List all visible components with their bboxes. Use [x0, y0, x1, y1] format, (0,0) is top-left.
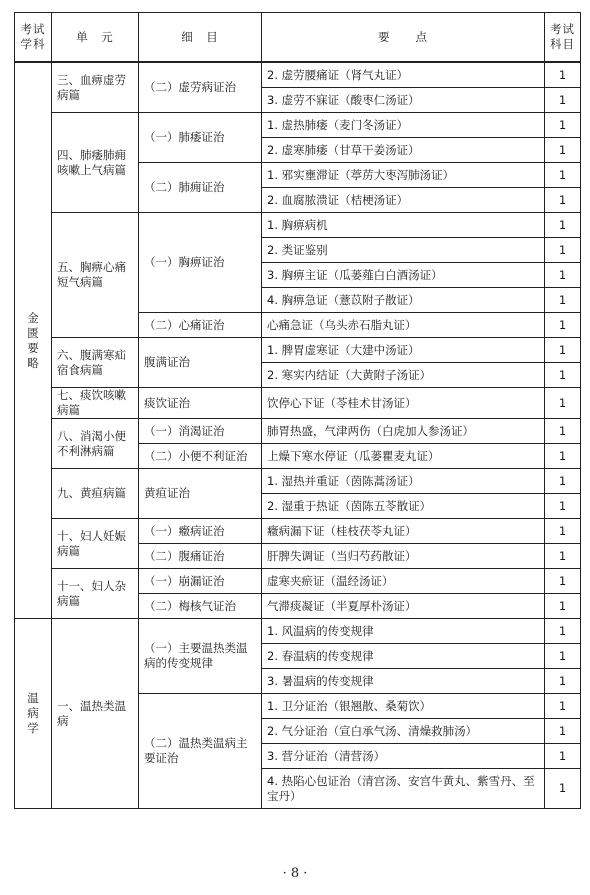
point-cell: 气滞痰凝证（半夏厚朴汤证）	[262, 594, 545, 619]
detail-cell: 黄疸证治	[139, 469, 262, 519]
count-cell: 1	[545, 213, 581, 238]
count-cell: 1	[545, 138, 581, 163]
count-cell: 1	[545, 163, 581, 188]
count-cell: 1	[545, 88, 581, 113]
point-cell: 2. 气分证治（宣白承气汤、清燥救肺汤）	[262, 719, 545, 744]
table-row	[15, 519, 581, 544]
unit-cell: 一、温热类温病	[52, 619, 139, 809]
unit-cell: 五、胸痹心痛短气病篇	[52, 213, 139, 338]
detail-cell: （二）心痛证治	[139, 313, 262, 338]
detail-cell: （一）胸痹证治	[139, 213, 262, 313]
count-cell: 1	[545, 744, 581, 769]
subject-cell: 温病学	[15, 619, 52, 809]
header-subject: 考试学科	[15, 13, 52, 63]
detail-cell: （二）梅核气证治	[139, 594, 262, 619]
count-cell: 1	[545, 519, 581, 544]
count-cell: 1	[545, 669, 581, 694]
point-cell: 肝脾失调证（当归芍药散证）	[262, 544, 545, 569]
point-cell: 癥病漏下证（桂枝茯苓丸证）	[262, 519, 545, 544]
unit-cell: 四、肺痿肺痈咳嗽上气病篇	[52, 113, 139, 213]
count-cell: 1	[545, 363, 581, 388]
table-row	[15, 113, 581, 138]
table-row	[15, 213, 581, 238]
unit-cell: 七、痰饮咳嗽病篇	[52, 388, 139, 419]
point-cell: 2. 虚劳腰痛证（肾气丸证）	[262, 62, 545, 88]
point-cell: 2. 血腐脓溃证（桔梗汤证）	[262, 188, 545, 213]
count-cell: 1	[545, 419, 581, 444]
detail-cell: 痰饮证治	[139, 388, 262, 419]
detail-cell: （一）主要温热类温病的传变规律	[139, 619, 262, 694]
count-cell: 1	[545, 113, 581, 138]
unit-cell: 十一、妇人杂病篇	[52, 569, 139, 619]
table-header-row	[15, 13, 581, 63]
table-body	[15, 62, 581, 809]
table-row	[15, 419, 581, 444]
unit-cell: 八、消渴小便不利淋病篇	[52, 419, 139, 469]
count-cell: 1	[545, 544, 581, 569]
point-cell: 2. 湿重于热证（茵陈五苓散证）	[262, 494, 545, 519]
point-cell: 心痛急证（乌头赤石脂丸证）	[262, 313, 545, 338]
unit-cell: 十、妇人妊娠病篇	[52, 519, 139, 569]
header-unit: 单 元	[52, 13, 139, 63]
syllabus-table	[14, 12, 581, 809]
point-cell: 2. 虚寒肺痿（甘草干姜汤证）	[262, 138, 545, 163]
count-cell: 1	[545, 388, 581, 419]
count-cell: 1	[545, 263, 581, 288]
point-cell: 1. 胸痹病机	[262, 213, 545, 238]
point-cell: 3. 虚劳不寐证（酸枣仁汤证）	[262, 88, 545, 113]
count-cell: 1	[545, 719, 581, 744]
point-cell: 1. 风温病的传变规律	[262, 619, 545, 644]
detail-cell: 腹满证治	[139, 338, 262, 388]
point-cell: 4. 热陷心包证治（清宫汤、安宫牛黄丸、紫雪丹、至宝丹）	[262, 769, 545, 809]
point-cell: 2. 类证鉴别	[262, 238, 545, 263]
count-cell: 1	[545, 594, 581, 619]
unit-cell: 九、黄疸病篇	[52, 469, 139, 519]
point-cell: 饮停心下证（苓桂术甘汤证）	[262, 388, 545, 419]
count-cell: 1	[545, 694, 581, 719]
detail-cell: （二）小便不利证治	[139, 444, 262, 469]
count-cell: 1	[545, 469, 581, 494]
point-cell: 1. 虚热肺痿（麦门冬汤证）	[262, 113, 545, 138]
table-row	[15, 338, 581, 363]
count-cell: 1	[545, 644, 581, 669]
count-cell: 1	[545, 444, 581, 469]
table-row	[15, 62, 581, 88]
table-row	[15, 388, 581, 419]
header-detail: 细 目	[139, 13, 262, 63]
count-cell: 1	[545, 238, 581, 263]
point-cell: 1. 脾胃虚寒证（大建中汤证）	[262, 338, 545, 363]
unit-cell: 三、血痹虚劳病篇	[52, 62, 139, 113]
detail-cell: （一）癥病证治	[139, 519, 262, 544]
count-cell: 1	[545, 288, 581, 313]
point-cell: 1. 卫分证治（银翘散、桑菊饮）	[262, 694, 545, 719]
header-count: 考试科目	[545, 13, 581, 63]
detail-cell: （二）腹痛证治	[139, 544, 262, 569]
point-cell: 3. 营分证治（清营汤）	[262, 744, 545, 769]
point-cell: 上燥下寒水停证（瓜蒌瞿麦丸证）	[262, 444, 545, 469]
table-row	[15, 569, 581, 594]
point-cell: 2. 春温病的传变规律	[262, 644, 545, 669]
unit-cell: 六、腹满寒疝宿食病篇	[52, 338, 139, 388]
detail-cell: （二）温热类温病主要证治	[139, 694, 262, 809]
count-cell: 1	[545, 769, 581, 809]
point-cell: 肺胃热盛，气津两伤（白虎加人参汤证）	[262, 419, 545, 444]
count-cell: 1	[545, 188, 581, 213]
subject-cell: 金匮要略	[15, 62, 52, 619]
point-cell: 3. 暑温病的传变规律	[262, 669, 545, 694]
point-cell: 2. 寒实内结证（大黄附子汤证）	[262, 363, 545, 388]
count-cell: 1	[545, 338, 581, 363]
point-cell: 1. 邪实壅滞证（葶苈大枣泻肺汤证）	[262, 163, 545, 188]
count-cell: 1	[545, 62, 581, 88]
detail-cell: （二）肺痈证治	[139, 163, 262, 213]
count-cell: 1	[545, 569, 581, 594]
point-cell: 3. 胸痹主证（瓜蒌薤白白酒汤证）	[262, 263, 545, 288]
table-row	[15, 469, 581, 494]
point-cell: 4. 胸痹急证（薏苡附子散证）	[262, 288, 545, 313]
detail-cell: （一）崩漏证治	[139, 569, 262, 594]
point-cell: 虚寒夹瘀证（温经汤证）	[262, 569, 545, 594]
page-number: · 8 ·	[282, 866, 308, 881]
detail-cell: （一）消渴证治	[139, 419, 262, 444]
count-cell: 1	[545, 313, 581, 338]
detail-cell: （二）虚劳病证治	[139, 62, 262, 113]
header-points: 要 点	[262, 13, 545, 63]
count-cell: 1	[545, 494, 581, 519]
point-cell: 1. 湿热并重证（茵陈蒿汤证）	[262, 469, 545, 494]
count-cell: 1	[545, 619, 581, 644]
detail-cell: （一）肺痿证治	[139, 113, 262, 163]
table-row	[15, 619, 581, 644]
